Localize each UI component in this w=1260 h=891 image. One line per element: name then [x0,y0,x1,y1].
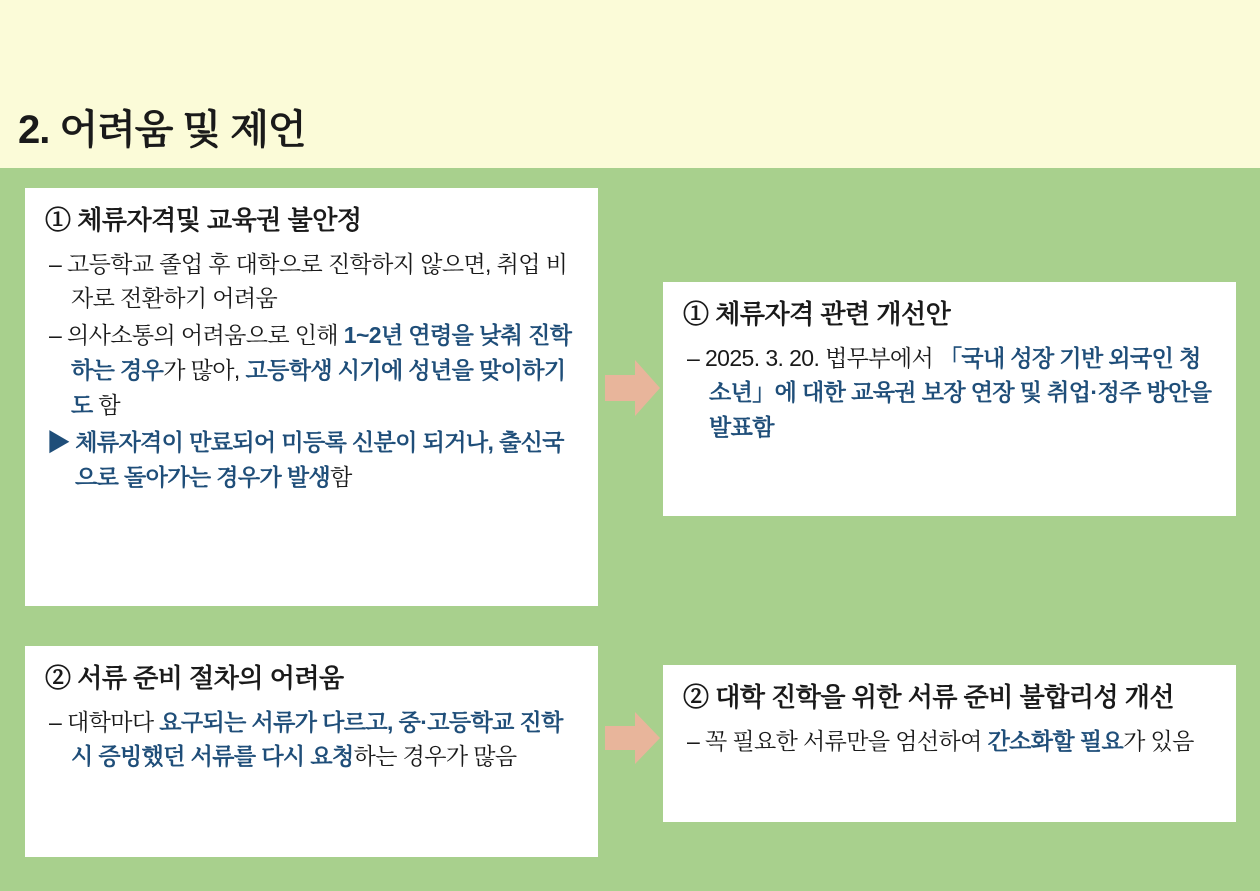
body-text: 함 [330,464,352,491]
card-issue-2 [25,646,598,857]
body-text: 꼭 필요한 서류만을 엄선하여 [704,727,988,754]
bullet-line [45,705,578,775]
card-body-solution-1 [683,341,1216,446]
emphasis-text: 간소화할 필요 [987,727,1124,754]
card-heading: ② 서류 준비 절차의 어려움 [45,663,344,693]
right-arrow-icon [605,710,660,766]
card-heading: ② 대학 진학을 위한 서류 준비 불합리성 개선 [683,682,1175,712]
bullet-line [683,724,1216,759]
emphasis-text: 체류자격이 만료되어 미등록 신분이 되거나, 출신국으로 돌아가는 경우가 발생 [75,429,564,491]
bullet-marker: – [49,250,67,277]
bullet-marker: – [49,322,67,349]
emphasis-text: 「국내 성장 기반 외국인 청소년」에 대한 교육권 보장 연장 및 취업·정주 방안을 발표함 [709,344,1212,441]
card-heading: ① 체류자격및 교육권 불안정 [45,205,362,235]
card-solution-1 [663,282,1236,516]
body-text: 대학마다 [66,708,160,735]
card-body-issue-1 [45,247,578,496]
body-text: 가 많아, [163,357,246,384]
bullet-line [45,247,578,317]
card-body-issue-2 [45,705,578,775]
page-title: 2. 어려움 및 제언 [18,108,306,152]
body-text: 의사소통의 어려움으로 인해 [66,322,344,349]
bullet-line [683,341,1216,446]
emphasis-text: 1~2년 연령을 낮춰 진학하는 경우 [71,322,572,384]
card-heading: ① 체류자격 관련 개선안 [683,299,951,329]
right-arrow-icon [605,358,660,418]
card-solution-2 [663,665,1236,822]
bullet-line [45,318,578,423]
bullet-marker: – [687,344,705,371]
bullet-marker: – [687,727,705,754]
card-issue-1 [25,188,598,606]
card-body-solution-2 [683,724,1216,759]
bullet-marker: ▶ [47,429,76,456]
body-text: 2025. 3. 20. 법무부에서 [704,344,939,371]
body-text: 가 있음 [1123,727,1194,754]
body-text: 고등학교 졸업 후 대학으로 진학하지 않으면, 취업 비자로 전환하기 어려움 [66,250,568,312]
emphasis-text: 고등학생 시기에 성년을 맞이하기도 [71,357,566,419]
emphasis-text: 요구되는 서류가 다르고, 중·고등학교 진학시 증빙했던 서류를 다시 요청 [71,708,563,770]
body-text: 하는 경우가 많음 [353,743,517,770]
bullet-marker: – [49,708,67,735]
body-text: 함 [92,392,121,419]
bullet-line [45,425,578,495]
